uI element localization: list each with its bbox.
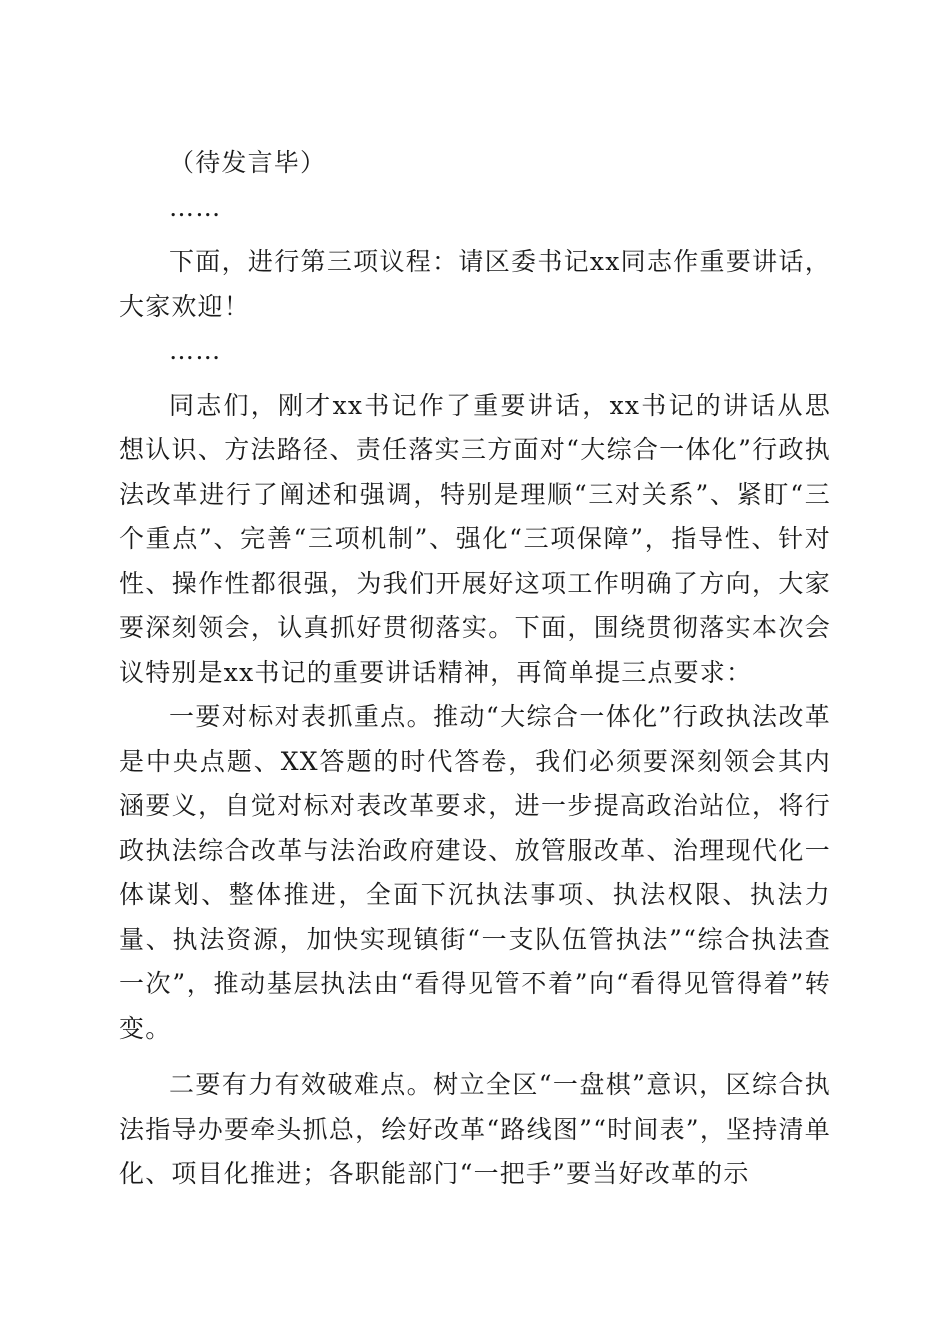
document-body: [119, 141, 831, 1197]
paragraph-summary: 同志们，刚才xx书记作了重要讲话，xx书记的讲话从思想认识、方法路径、责任落实三方面对“大综合一体化”行政执法改革进行了阐述和强调，特别是理顺“三对关系”、紧盯“三个重点”、完善“三项机制”、强化“三项保障”，指导性、针对性、操作性都很强，为我们开展好这项工作明确了方向，大家要深刻领会，认真抓好贯彻落实。下面，围绕贯彻落实本次会议特别是xx书记的重要讲话精神，再简单提三点要求：: [119, 390, 831, 687]
paragraph-ellipsis: ……: [169, 336, 222, 365]
paragraph-ellipsis: ……: [169, 192, 222, 222]
paragraph-requirement-two: 二要有力有效破难点。树立全区“一盘棋”意识，区综合执法指导办要牵头抓总，绘好改革“路线图”“时间表”，坚持清单化、项目化推进；各职能部门“一把手”要当好改革的示: [119, 1070, 831, 1188]
paragraph-requirement-one: 一要对标对表抓重点。推动“大综合一体化”行政执法改革是中央点题、XX答题的时代答卷，我们必须要深刻领会其内涵要义，自觉对标对表改革要求，进一步提高政治站位，将行政执法综合改革与法治政府建设、放管服改革、治理现代化一体谋划、整体推进，全面下沉执法事项、执法权限、执法力量、执法资源，加快实现镇街“一支队伍管执法”“综合执法查一次”，推动基层执法由“看得见管不着”向“看得见管得着”转变。: [119, 702, 831, 1043]
paragraph-agenda-item-three: 下面，进行第三项议程：请区委书记xx同志作重要讲话，大家欢迎！: [119, 247, 831, 321]
paragraph-awaiting-speech: （待发言毕）: [169, 148, 327, 177]
